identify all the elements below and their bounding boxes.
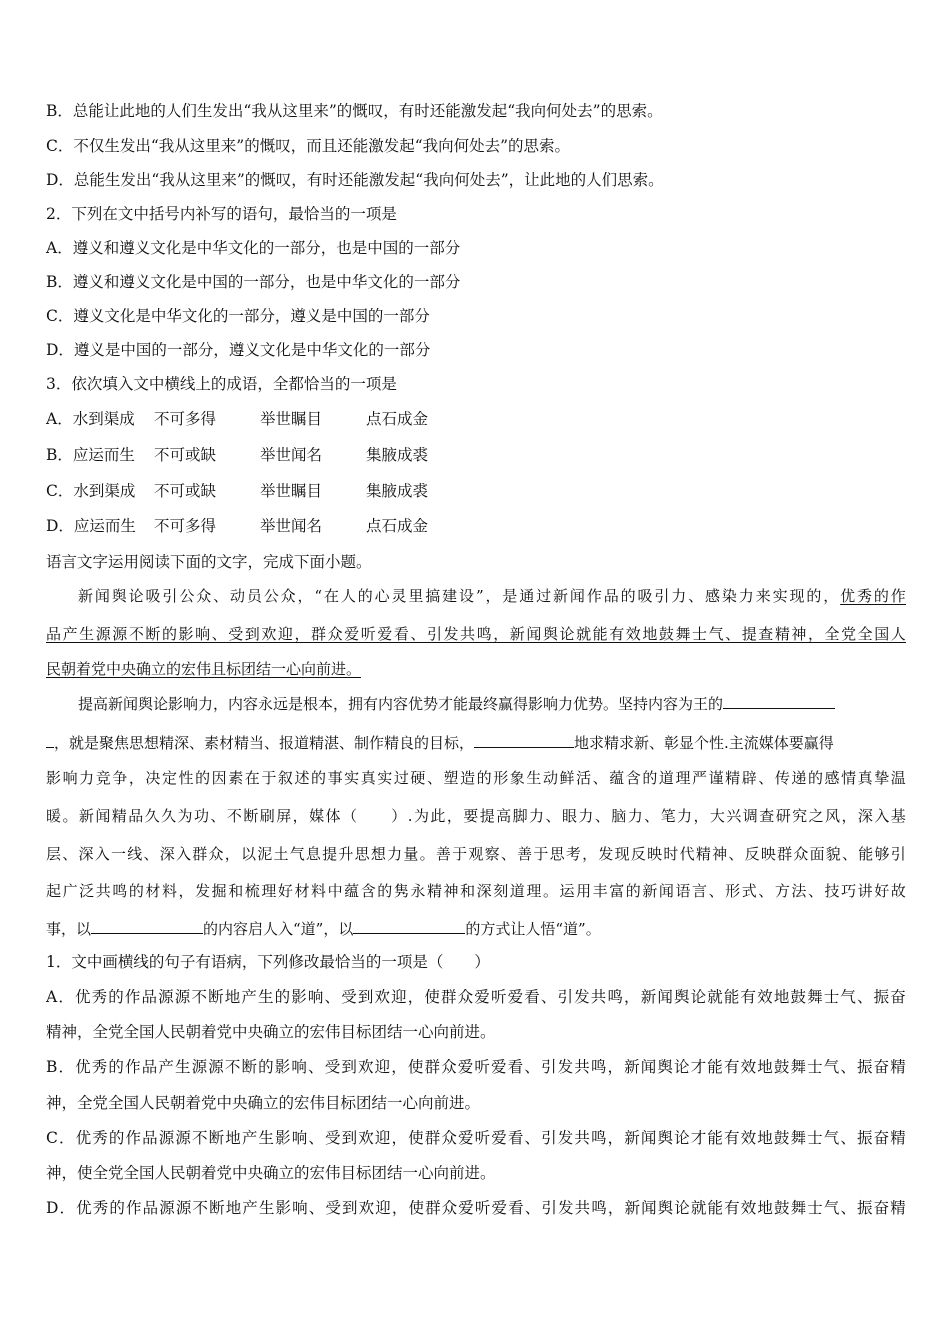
sub1-option-a-line1: A．优秀的作品源源不断地产生的影响、受到欢迎，使群众爱听爱看、引发共鸣，新闻舆论就能有效地鼓舞士气、振奋 (46, 988, 906, 1006)
passage2-line1-text: 提高新闻舆论影响力，内容永远是根本，拥有内容优势才能最终赢得影响力优势。坚持内容为王的 (78, 695, 724, 713)
q1-option-c: C．不仅生发出“我从这里来”的慨叹，而且还能激发起“我向何处去”的思索。 (46, 137, 571, 155)
q3-b-word2: 不可或缺 (154, 446, 217, 464)
passage2-line4: 暖。新闻精品久久为功、不断刷屏，媒体（ ）.为此，要提高脚力、眼力、脑力、笔力，大兴调查研究之风，深入基 (46, 807, 906, 825)
passage2-line7-text-c: 的方式让人悟“道”。 (465, 920, 601, 938)
blank-1-cont (46, 731, 54, 748)
sub1-option-c-line2: 神，使全党全国人民朝着党中央确立的宏伟目标团结一心向前进。 (46, 1164, 496, 1182)
passage1-line1 (78, 585, 906, 607)
q2-option-c: C．遵义文化是中华文化的一部分，遵义是中国的一部分 (46, 307, 430, 325)
q3-a-word4: 点石成金 (366, 410, 429, 428)
q3-a-word1: A．水到渠成 (46, 410, 135, 428)
passage2-line7 (46, 917, 601, 940)
passage2-line3: 影响力竞争，决定性的因素在于叙述的事实真实过硬、塑造的形象生动鲜活、蕴含的道理严谨精辟、传递的感情真挚温 (46, 769, 906, 787)
passage2-line2-text-b: 地求精求新、彰显个性.主流媒体要赢得 (574, 734, 834, 752)
passage2-line6: 起广泛共鸣的材料，发掘和梳理好材料中蕴含的隽永精神和深刻道理。运用丰富的新闻语言、形式、方法、技巧讲好故 (46, 882, 906, 900)
passage2-line7-text-b: 的内容启人入“道”，以 (203, 920, 354, 938)
passage2-line2-text-a: ，就是聚焦思想精深、素材精当、报道精湛、制作精良的目标， (54, 734, 475, 752)
q3-b-word1: B．应运而生 (46, 446, 135, 464)
passage1-line3: 民朝着党中央确立的宏伟且标团结一心向前进。 (46, 660, 362, 678)
q2-option-b: B．遵义和遵义文化是中国的一部分，也是中华文化的一部分 (46, 273, 461, 291)
q3-c-word4: 集腋成裘 (366, 482, 429, 500)
blank-1 (723, 692, 835, 709)
q3-d-word3: 举世闻名 (260, 517, 323, 535)
q3-a-word2: 不可多得 (154, 410, 217, 428)
q1-option-d: D．总能生发出“我从这里来”的慨叹，有时还能激发起“我向何处去”，让此地的人们思索。 (46, 171, 664, 189)
q3-d-word1: D．应运而生 (46, 517, 136, 535)
passage2-line7-text-a: 事，以 (46, 920, 92, 938)
q3-c-word2: 不可或缺 (154, 482, 217, 500)
passage2-line1 (78, 692, 835, 715)
sub1-option-d-line1: D．优秀的作品源源不断地产生影响、受到欢迎，使群众爱听爱看、引发共鸣，新闻舆论就能有效地鼓舞士气、振奋精 (46, 1199, 906, 1217)
q3-c-word1: C．水到渠成 (46, 482, 136, 500)
q3-option-a (46, 408, 428, 430)
passage1-line1-text: 新闻舆论吸引公众、动员公众，“在人的心灵里搞建设”，是通过新闻作品的吸引力、感染力来实现的， (78, 587, 841, 605)
q3-c-word3: 举世瞩目 (260, 482, 323, 500)
sub1-option-c-line1: C．优秀的作品源源不断地产生影响、受到欢迎，使群众爱听爱看、引发共鸣，新闻舆论才能有效地鼓舞士气、振奋精 (46, 1129, 906, 1147)
blank-2 (474, 731, 574, 748)
q3-option-c (46, 480, 428, 502)
q3-option-d (46, 515, 428, 537)
q3-a-word3: 举世瞩目 (260, 410, 323, 428)
passage2-line2 (46, 731, 834, 754)
q2-stem: 2．下列在文中括号内补写的语句，最恰当的一项是 (46, 205, 397, 223)
passage1-underlined-start: 优秀的作 (840, 587, 906, 605)
sub1-option-b-line2: 神，全党全国人民朝着党中央确立的宏伟目标团结一心向前进。 (46, 1094, 481, 1112)
passage1-line2: 品产生源源不断的影响、受到欢迎，群众爱听爱看、引发共鸣，新闻舆论就能有效地鼓舞士气、提查精神，全党全国人 (46, 625, 906, 643)
q3-b-word3: 举世闻名 (260, 446, 323, 464)
q2-option-a: A．遵义和遵义文化是中华文化的一部分，也是中国的一部分 (46, 239, 461, 257)
section-intro: 语言文字运用阅读下面的文字，完成下面小题。 (46, 553, 372, 571)
sub1-stem: 1．文中画横线的句子有语病，下列修改最恰当的一项是（ ） (46, 953, 490, 971)
q3-d-word4: 点石成金 (366, 517, 429, 535)
q3-stem: 3．依次填入文中横线上的成语，全都恰当的一项是 (46, 375, 397, 393)
sub1-option-b-line1: B．优秀的作品产生源源不断的影响、受到欢迎，使群众爱听爱看、引发共鸣，新闻舆论才能有效地鼓舞士气、振奋精 (46, 1058, 906, 1076)
q2-option-d: D．遵义是中国的一部分，遵义文化是中华文化的一部分 (46, 341, 431, 359)
blank-3 (91, 917, 203, 934)
q3-option-b (46, 444, 428, 466)
passage2-line5: 层、深入一线、深入群众，以泥土气息提升思想力量。善于观察、善于思考，发现反映时代精神、反映群众面貌、能够引 (46, 845, 906, 863)
sub1-option-a-line2: 精神，全党全国人民朝着党中央确立的宏伟目标团结一心向前进。 (46, 1023, 496, 1041)
q1-option-b: B．总能让此地的人们生发出“我从这里来”的慨叹，有时还能激发起“我向何处去”的思索。 (46, 102, 663, 120)
q3-b-word4: 集腋成裘 (366, 446, 429, 464)
blank-4 (353, 917, 465, 934)
q3-d-word2: 不可多得 (154, 517, 217, 535)
